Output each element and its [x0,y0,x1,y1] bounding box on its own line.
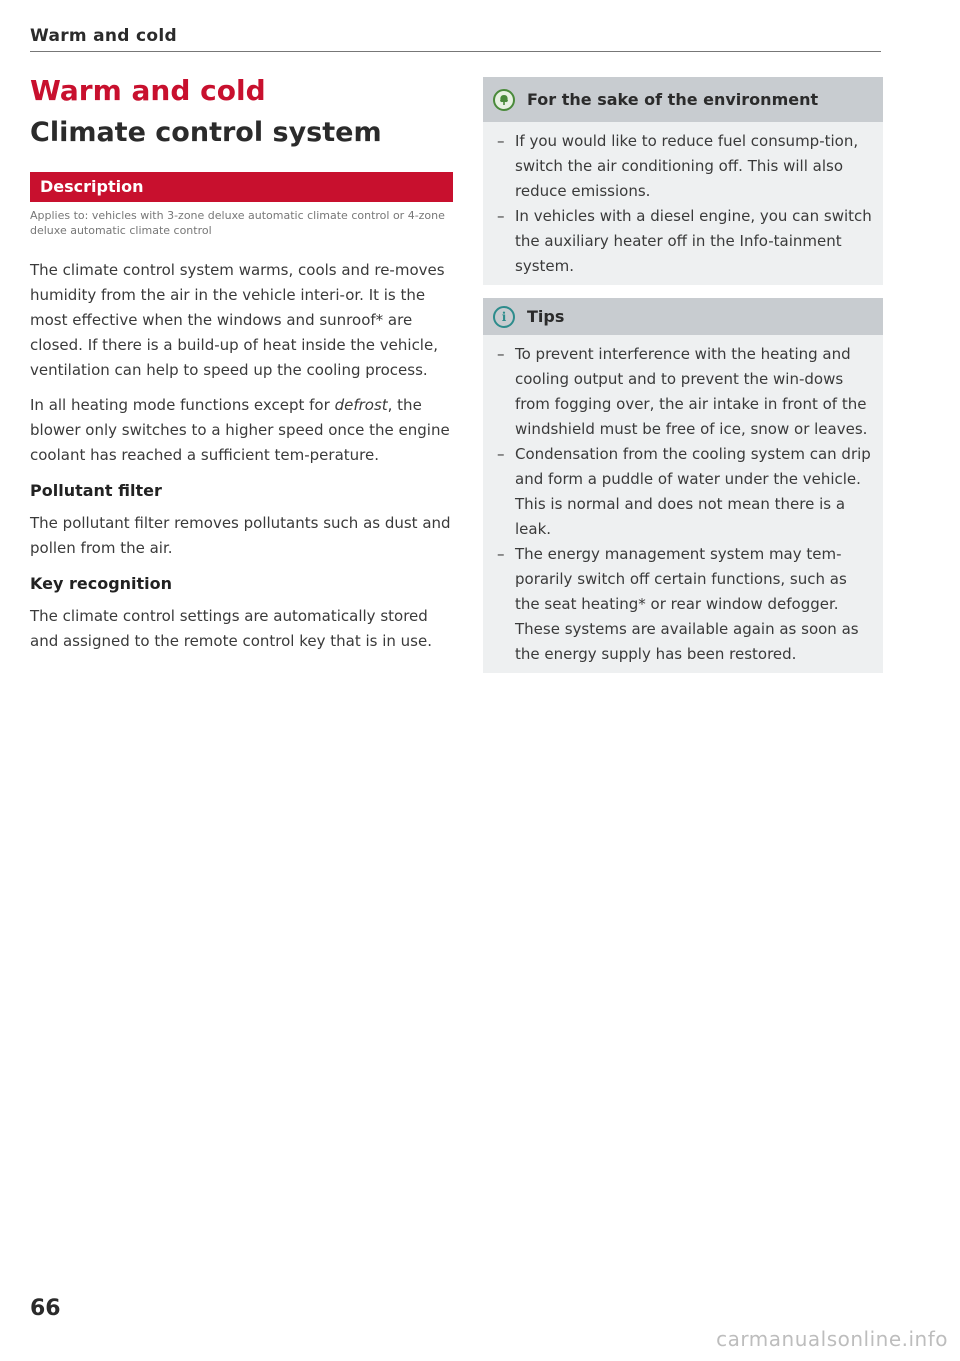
running-header: Warm and cold [30,26,177,46]
environment-box-header [483,77,883,122]
pollutant-filter-paragraph: The pollutant filter removes pollutants such as dust and pollen from the air. [30,514,451,557]
info-icon: i [493,306,515,328]
environment-box-body [483,122,883,285]
tips-list [497,342,873,667]
section-title: Climate control system [30,117,382,148]
left-column [30,72,453,654]
intro-paragraph: The climate control system warms, cools and re-moves humidity from the air in the vehicle interi-or. It is the most effective when the windows and sunroof* are closed. If there is a build-up of heat inside the vehicle, ventilation can help to speed up the cooling process. [30,261,445,379]
tips-box [483,298,883,673]
heating-mode-paragraph [30,393,453,468]
tips-box-header [483,298,883,335]
header-divider [30,51,881,52]
key-recognition-heading: Key recognition [30,574,173,593]
environment-box [483,77,883,285]
watermark-text: carmanualsonline.info [716,1327,948,1351]
defrost-term: defrost [334,396,388,414]
heating-text-start: In all heating mode functions except for [30,396,335,414]
list-item: – Condensation from the cooling system can drip and form a puddle of water under the vehicle. This is normal and does not mean there is a leak. [497,442,873,542]
tree-icon [493,89,515,111]
environment-box-title: For the sake of the environment [527,90,819,109]
chapter-title: Warm and cold [30,74,266,107]
right-column [483,77,883,673]
heating-text-end: , the blower only switches to a higher speed once the engine coolant has reached a sufficient tem-perature. [30,396,450,464]
list-item: – To prevent interference with the heating and cooling output and to prevent the win-dows from fogging over, the air intake in front of the windshield must be free of ice, snow or leaves. [497,342,873,442]
key-recognition-paragraph: The climate control settings are automatically stored and assigned to the remote control key that is in use. [30,607,432,650]
list-item: – The energy management system may tem-porarily switch off certain functions, such as the seat heating* or rear window defogger. These systems are available again as soon as the energy supply has been restored. [497,542,873,667]
pollutant-filter-heading: Pollutant filter [30,481,162,500]
tips-box-body [483,335,883,673]
tips-box-title: Tips [527,307,565,326]
page-number: 66 [30,1296,61,1321]
description-bar: Description [30,172,453,202]
list-item: – In vehicles with a diesel engine, you can switch the auxiliary heater off in the Info-tainment system. [497,204,873,279]
applies-to-note: Applies to: vehicles with 3-zone deluxe automatic climate control or 4-zone deluxe automatic climate control [30,209,445,237]
environment-list [497,129,873,279]
list-item: – If you would like to reduce fuel consump-tion, switch the air conditioning off. This will also reduce emissions. [497,129,873,204]
